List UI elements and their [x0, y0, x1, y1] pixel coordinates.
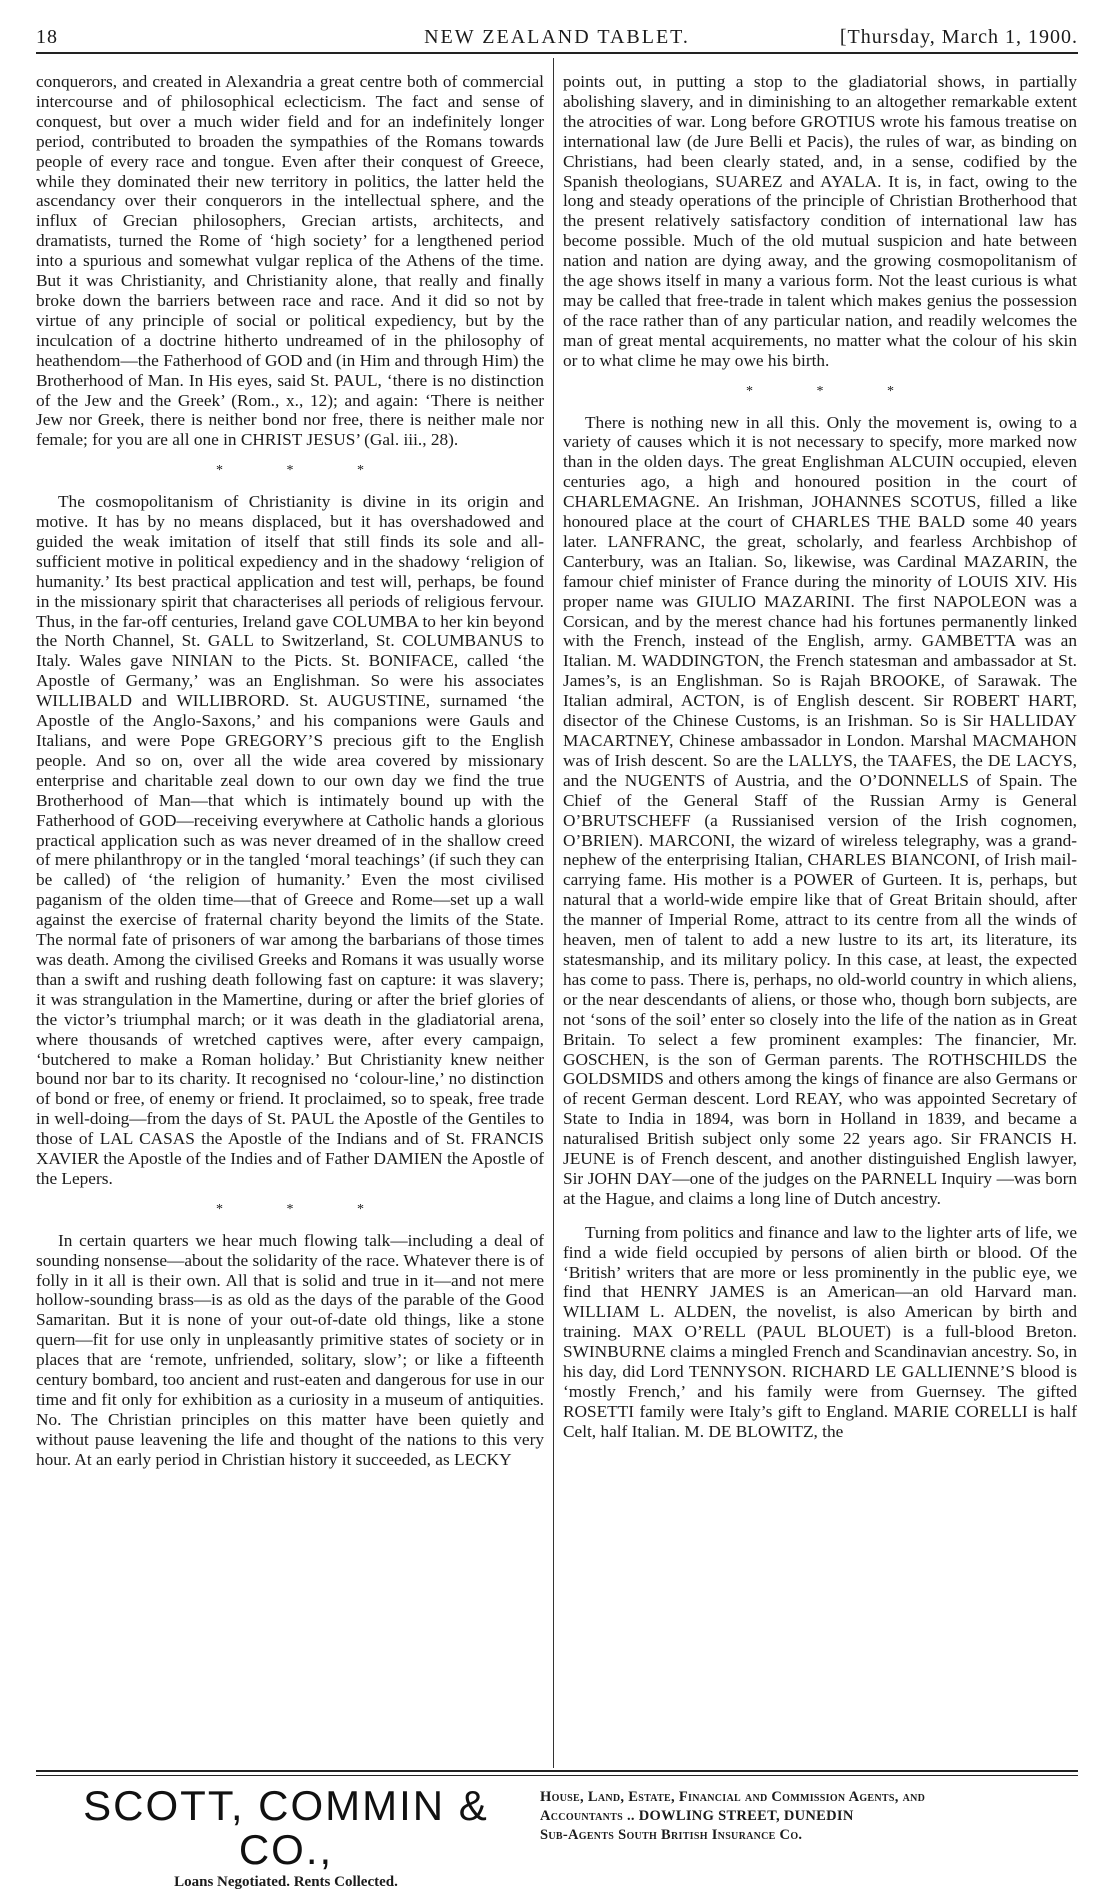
page-number: 18: [36, 26, 58, 48]
page-header: [36, 22, 1078, 54]
ad-line-2: Accountants .. DOWLING STREET, DUNEDIN: [540, 1808, 854, 1824]
right-column: [563, 72, 1077, 1760]
issue-date: [Thursday, March 1, 1900.: [839, 26, 1078, 48]
section-break: * * *: [216, 1201, 364, 1217]
firm-tagline: Loans Negotiated. Rents Collected.: [174, 1874, 398, 1890]
section-break: * * *: [746, 383, 894, 399]
paragraph-gap: [563, 1209, 1077, 1223]
left-paragraph-3: In certain quarters we hear much flowing talk—including a deal of sounding nonsense—about the solidarity of the race. Whatever there is of folly in it all is their own. All that is solid and true in it—and not mere hollow-sounding brass—is as old as the days of the parable of the Good Samaritan. But it is none of your out-of-date old things, like a stone quern—fit for use only in unpleasantly primitive states of society or in places that are ‘remote, unfriended, solitary, slow’; or like a fifteenth century bombard, too ancient and rust-eaten and dangerous for use in our time and fit only for exhibition as a curiosity in a museum of antiquities. No. The Christian principles on this matter have been quietly and without pause leavening the life and thought of the nations to this very hour. At an early period in Christian history it succeeded, as LECKY: [36, 1230, 544, 1469]
right-paragraph-2: There is nothing new in all this. Only the movement is, owing to a variety of causes which it is not necessary to specify, more marked now than in the olden days. The great Englishman ALCUIN occupied, eleven centuries ago, a high and honoured position in the court of CHARLEMAGNE. An Irishman, JOHANNES SCOTUS, filled a like honoured place at the court of CHARLES THE BALD some 40 years later. LANFRANC, the great, scholarly, and fearless Archbishop of Canterbury, was an Italian. So, likewise, was Cardinal MAZARIN, the famour chief minister of France during the minority of LOUIS XIV. His proper name was GIULIO MAZARINI. The first NAPOLEON was a Corsican, and by the merest chance had his fortunes permanently linked with the French, instead of the English, army. GAMBETTA was an Italian. M. WADDINGTON, the French statesman and ambassador at St. James’s, is an Englishman. So is Rajah BROOKE, of Sarawak. The Italian admiral, ACTON, is of English descent. Sir ROBERT HART, disector of the Chinese Customs, is an Irishman. So is Sir HALLIDAY MACARTNEY, Chinese ambassador in London. Marshal MACMAHON was of Irish descent. So are the LALLYS, the TAAFES, the DE LACYS, and the NUGENTS of Austria, and the O’DONNELLS of Spain. The Chief of the General Staff of the Russian Army is General O’BRUTSCHEFF (a Russianised version of the Irish cognomen, O’BRIEN). MARCONI, the wizard of wireless telegraphy, was a grand-nephew of the enterprising Italian, CHARLES BIANCONI, of Irish mail-carrying fame. His mother is a POWER of Gurteen. It is, perhaps, but natural that a world-wide empire like that of Great Britain should, after the manner of Imperial Rome, attract to its centre from all the winds of heaven, men of talent to add a new lustre to its art, its literature, its statesmanship, and its military policy. In this case, at least, the expected has come to pass. There is, perhaps, no old-world country in which aliens, or the near descendants of aliens, or those who, though born subjects, are not ‘sons of the soil’ enter so closely into the life of the nation as in Great Britain. To select a few prominent examples: The financier, Mr. GOSCHEN, is the son of German parents. The ROTHSCHILDS the GOLDSMIDS and others among the kings of finance are also Germans or of recent German descent. Lord REAY, who was appointed Secretary of State to India in 1894, was born in Holland in 1839, and became a naturalised British subject only some 22 years ago. Sir FRANCIS H. JEUNE is of French descent, and another distinguished English lawyer, Sir JOHN DAY—one of the judges on the PARNELL Inquiry —was born at the Hague, and claims a long line of Dutch ancestry.: [563, 412, 1077, 1208]
left-paragraph-2: The cosmopolitanism of Christianity is divine in its origin and motive. It has by no means displaced, but it has overshadowed and guided the weak imitation of itself that still finds its sole and all-sufficient motive in political expediency and in the shadowy ‘religion of humanity.’ Its best practical application and test will, perhaps, be found in the missionary spirit that characterises all periods of religious fervour. Thus, in the far-off centuries, Ireland gave COLUMBA to her kin beyond the North Channel, St. GALL to Switzerland, St. COLUMBANUS to Italy. Wales gave NINIAN to the Picts. St. BONIFACE, called ‘the Apostle of Germany,’ was an Englishman. So were his associates WILLIBALD and WILLIBRORD. St. AUGUSTINE, surnamed ‘the Apostle of the Anglo-Saxons,’ and his companions were Gauls and Italians, and were Pope GREGORY’S precious gift to the English people. And so on, over all the wide area covered by missionary enterprise and charitable zeal down to our own day we find the true Brotherhood of Man—that which is intimately bound up with the Fatherhood of GOD—receiving everywhere at Catholic hands a glorious practical application such as was never dreamed of in the shallow creed of mere philanthropy or in the tangled ‘moral teachings’ (if such they can be called) of ‘the religion of humanity.’ Even the most civilised paganism of the olden time—that of Greece and Rome—set up a wall against the exercise of fraternal charity beyond the limits of the State. The normal fate of prisoners of war among the barbarians of those times was death. Among the civilised Greeks and Romans it was usually worse than a swift and rushing death following fast on capture: it was slavery; it was strangulation in the Mamertine, during or after the brief glories of the victor’s triumphal march; or it was death in the gladiatorial arena, where thousands of wretched captives were, after every campaign, ‘butchered to make a Roman holiday.’ But Christianity knew neither bound nor bar to its charity. It recognised no ‘colour-line,’ no distinction of bond or free, of enemy or friend. It proclaimed, so to speak, free trade in well-doing—from the days of St. PAUL the Apostle of the Gentiles to those of LAL CASAS the Apostle of the Indians and of St. FRANCIS XAVIER the Apostle of the Indies and of Father DAMIEN the Apostle of the Lepers.: [36, 492, 544, 1188]
left-paragraph-1: conquerors, and created in Alexandria a great centre both of commercial intercourse and of philosophical eclecticism. The fact and sense of conquest, but over a much wider field and for an indefinitely longer period, contributed to broaden the sympathies of the Romans towards people of every race and tongue. Even after their conquest of Greece, while they dominated their new territory in politics, the latter held the ascendancy over their conquerors in the intellectual sphere, and the influx of Grecian philosophers, Grecian artists, architects, and dramatists, turned the Rome of ‘high society’ for a lengthened period into a spurious and somewhat vulgar replica of the Athens of the time. But it was Christianity, and Christianity alone, that really and finally broke down the barriers between race and race. And it did so not by virtue of any principle of social or political expediency, but by the inculcation of a doctrine hitherto undreamed of in the philosophy of heathendom—the Fatherhood of GOD and (in Him and through Him) the Brotherhood of Man. In His eyes, said St. PAUL, ‘there is no distinction of the Jew and the Greek’ (Rom., x., 12); and again: ‘There is neither Jew nor Greek, there is neither bond nor free, there is neither male nor female; for you are all one in CHRIST JESUS’ (Gal. iii., 28).: [36, 72, 544, 450]
firm-name: SCOTT, COMMIN & CO.,: [83, 1782, 489, 1873]
ad-line-1: House, Land, Estate, Financial and Commission Agents, and: [540, 1789, 926, 1805]
right-paragraph-1: points out, in putting a stop to the gladiatorial shows, in partially abolishing slavery, and in diminishing to an altogether remarkable extent the atrocities of war. Long before GROTIUS wrote his famous treatise on international law (de Jure Belli et Pacis), the rules of war, as binding on Christians, had been clearly stated, and, in a sense, codified by the Spanish theologians, SUAREZ and AYALA. It is, in fact, owing to the long and steady operations of the principle of Christian Brotherhood that the present relatively satisfactory condition of international law has become possible. Much of the old mutual suspicion and hate between nation and nation are dying away, and the growing cosmopolitanism of the age shows itself in many a various form. Not the least curious is what may be called that free-trade in talent which makes genius the possession of the race rather than of any particular nation, and readily welcomes the man of great mental acquirements, no matter what the colour of his skin or to what clime he may owe his birth.: [563, 72, 1077, 370]
column-divider: [553, 58, 554, 1768]
ad-line-3: Sub-Agents South British Insurance Co.: [540, 1827, 803, 1843]
left-column: [36, 72, 544, 1760]
section-break: * * *: [216, 463, 364, 479]
right-paragraph-3: Turning from politics and finance and law to the lighter arts of life, we find a wide field occupied by persons of alien birth or blood. Of the ‘British’ writers that are more or less prominently in the public eye, we find that HENRY JAMES is an American—an old Harvard man. WILLIAM L. ALDEN, the novelist, is also American by birth and training. MAX O’RELL (PAUL BLOUET) is a full-blood Breton. SWINBURNE claims a mingled French and Scandinavian ancestry. So, in his day, did Lord TENNYSON. RICHARD LE GALLIENNE’S blood is ‘mostly French,’ and his family were from Guernsey. The gifted ROSETTI family were Italy’s gift to England. MARIE CORELLI is half Celt, half Italian. M. DE BLOWITZ, the: [563, 1222, 1077, 1441]
footer-rule: [36, 1770, 1078, 1776]
advertisement-firm: [36, 1784, 536, 1891]
advertisement-details: [540, 1788, 1080, 1845]
masthead-title: NEW ZEALAND TABLET.: [424, 26, 690, 48]
